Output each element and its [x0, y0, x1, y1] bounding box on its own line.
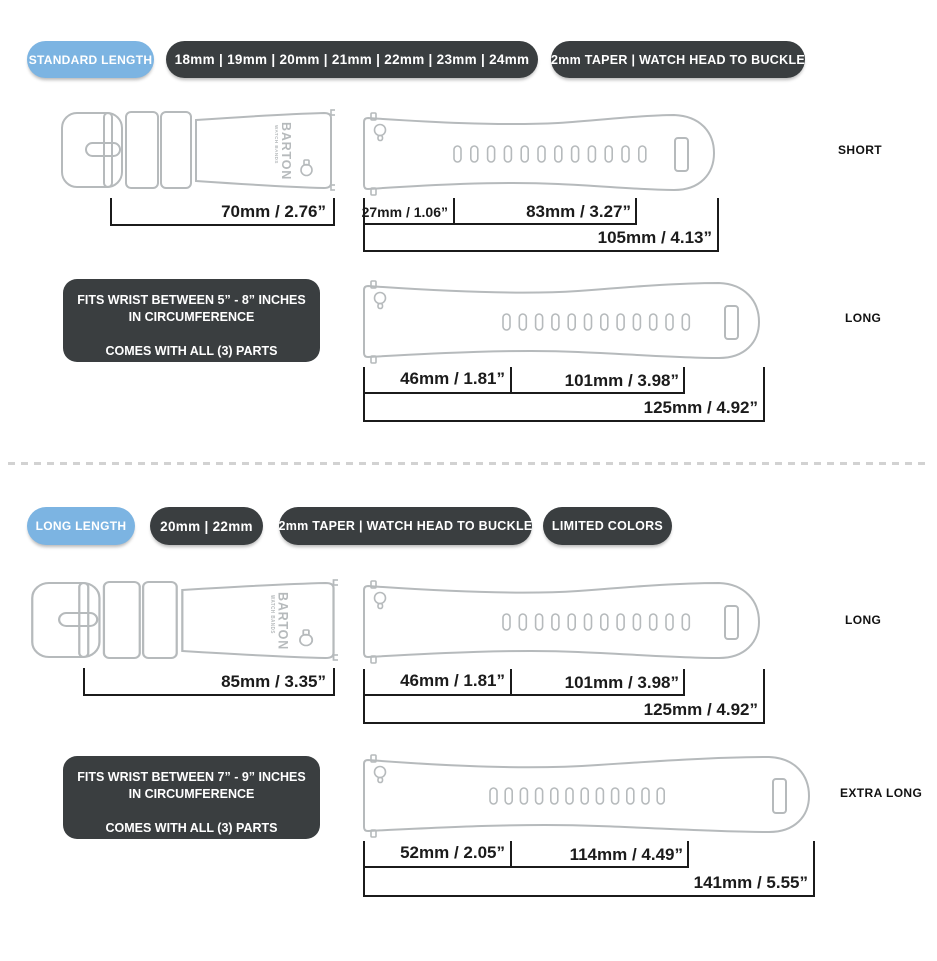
long-strap-outline — [364, 283, 759, 358]
short-strap-outline — [364, 115, 714, 190]
strap-slot — [725, 306, 738, 339]
quick-release-pin-icon — [375, 125, 386, 136]
standard-widths-pill: 18mm | 19mm | 20mm | 21mm | 22mm | 23mm | 24mm — [166, 41, 538, 78]
long-dim-a: 46mm / 1.81” — [365, 367, 512, 392]
strap-slot — [675, 138, 688, 171]
section-divider — [8, 462, 929, 465]
buckle-length-dimension: 70mm / 2.76” — [110, 198, 335, 226]
fit-line3: COMES WITH ALL (3) PARTS — [105, 821, 278, 835]
long2-upper-bracket — [363, 669, 685, 696]
quick-release-pin-icon — [378, 136, 383, 141]
strap-holes — [503, 314, 689, 330]
fit-line2: IN CIRCUMFERENCE — [128, 787, 255, 801]
quick-release-pin-icon — [378, 304, 383, 309]
buckle-side-strap-outline — [196, 113, 331, 188]
spacer — [63, 803, 320, 820]
fit-line1: FITS WRIST BETWEEN 5” - 8” INCHES — [77, 293, 306, 307]
long-total-dimension: 125mm / 4.92” — [643, 398, 758, 417]
short-strap-drawing — [358, 110, 720, 198]
extra-long-strap-drawing — [358, 752, 813, 840]
strap-slot — [773, 779, 786, 813]
buckle-length-dimension-long: 85mm / 3.35” — [83, 668, 335, 696]
fit-line2: IN CIRCUMFERENCE — [128, 310, 255, 324]
barton-logo-brand: BARTON — [279, 122, 293, 181]
quick-release-pin-icon — [301, 165, 312, 176]
long-strap-drawing — [358, 278, 763, 366]
quick-release-pin-icon — [375, 767, 386, 778]
keeper-loop-icon — [161, 112, 191, 188]
long-strap-drawing-2 — [358, 578, 763, 666]
quick-release-pin-icon — [375, 293, 386, 304]
extra-long-dim-b: 114mm / 4.49” — [569, 845, 683, 864]
strap-holes — [490, 788, 664, 804]
short-total-dimension: 105mm / 4.13” — [597, 228, 712, 247]
extra-long-strap-outline — [364, 757, 809, 832]
long2-dim-a: 46mm / 1.81” — [365, 669, 512, 694]
buckle-strap-drawing-long — [30, 577, 338, 663]
short-label: SHORT — [838, 143, 882, 157]
standard-length-badge: STANDARD LENGTH — [27, 41, 154, 78]
extra-long-label: EXTRA LONG — [840, 786, 923, 800]
keeper-loop-icon — [126, 112, 158, 188]
long-label: LONG — [845, 311, 882, 325]
barton-logo-sub: WATCH BANDS — [274, 125, 279, 164]
quick-release-pin-icon — [378, 778, 383, 783]
long-upper-bracket — [363, 367, 685, 394]
short-dim-a: 27mm / 1.06” — [365, 198, 455, 223]
long-taper-pill: 2mm TAPER | WATCH HEAD TO BUCKLE — [279, 507, 532, 545]
long2-label: LONG — [845, 613, 882, 627]
short-dim-b: 83mm / 3.27” — [526, 202, 631, 221]
long-widths-pill: 20mm | 22mm — [150, 507, 263, 545]
limited-colors-pill: LIMITED COLORS — [543, 507, 672, 545]
fit-info-box-standard — [63, 279, 320, 362]
extra-long-total-dimension: 141mm / 5.55” — [693, 873, 808, 892]
buckle-strap-drawing-standard — [60, 107, 335, 193]
short-upper-bracket — [363, 198, 637, 225]
long-dim-b: 101mm / 3.98” — [564, 371, 679, 390]
standard-taper-pill: 2mm TAPER | WATCH HEAD TO BUCKLE — [551, 41, 805, 78]
spring-bar-nub-icon — [331, 110, 335, 115]
long2-total-dimension: 125mm / 4.92” — [643, 700, 758, 719]
long2-dim-b: 101mm / 3.98” — [564, 673, 679, 692]
extra-long-upper-bracket — [363, 841, 689, 868]
spring-bar-nub-icon — [331, 185, 335, 190]
fit-line3: COMES WITH ALL (3) PARTS — [105, 344, 278, 358]
buckle-bar-icon — [104, 113, 112, 187]
extra-long-dim-a: 52mm / 2.05” — [365, 841, 512, 866]
fit-line1: FITS WRIST BETWEEN 7” - 9” INCHES — [77, 770, 306, 784]
strap-holes — [454, 146, 646, 162]
spacer — [63, 326, 320, 343]
barton-logo — [274, 122, 293, 180]
fit-info-box-long — [63, 756, 320, 839]
long-length-badge: LONG LENGTH — [27, 507, 135, 545]
